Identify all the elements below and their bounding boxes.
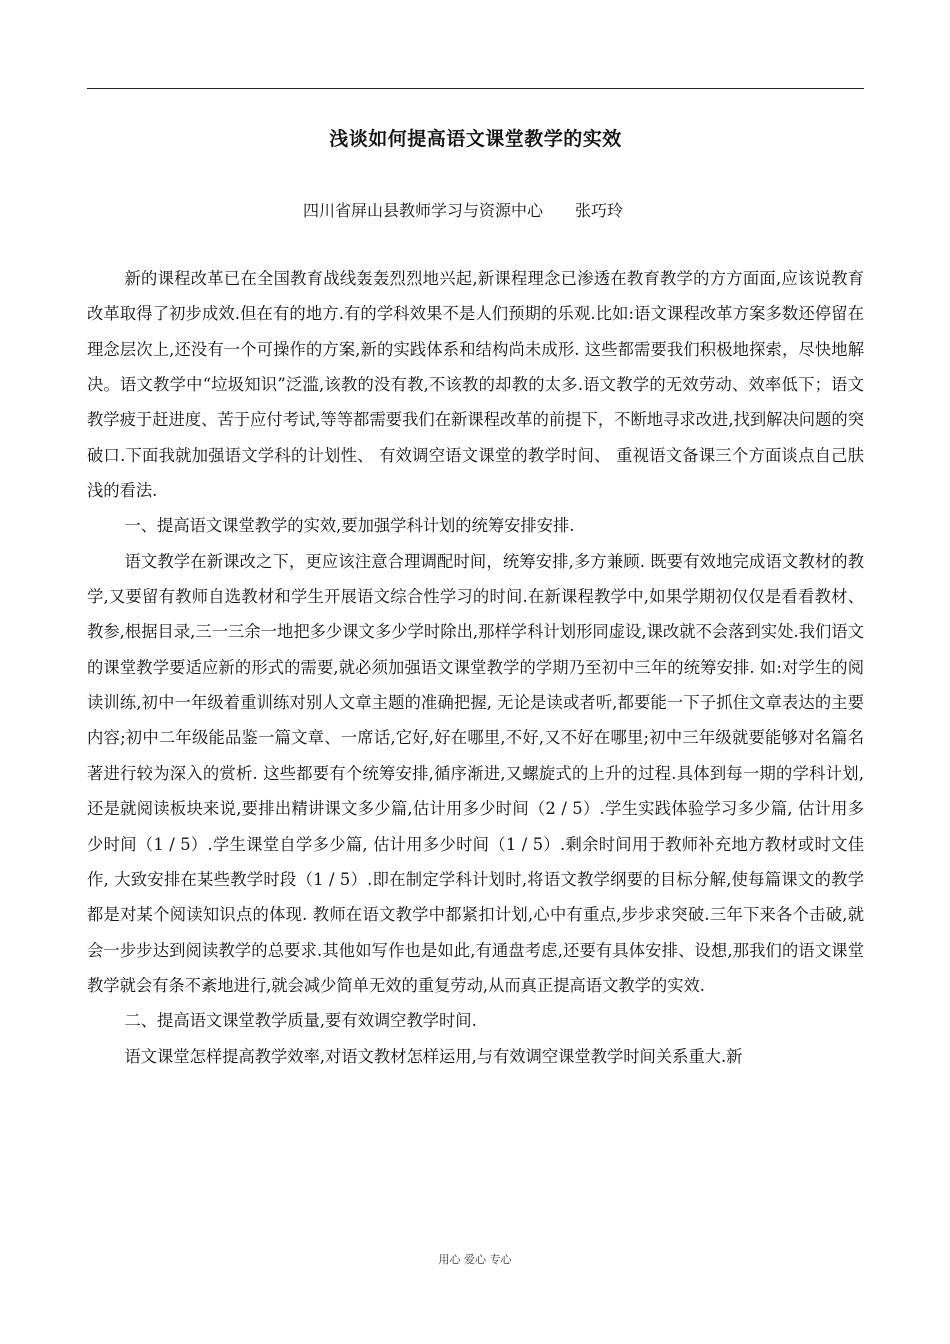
paragraph-section-2: 语文课堂怎样提高教学效率,对语文教材怎样运用,与有效调空课堂教学时间关系重大.新 — [124, 1046, 743, 1066]
header-rule — [87, 88, 864, 89]
author-name: 张巧玲 — [575, 201, 624, 220]
section-heading-1: 一、提高语文课堂教学的实效,要加强学科计划的统筹安排安排. — [124, 516, 575, 536]
paragraph-intro: 新的课程改革已在全国教育战线轰轰烈烈地兴起,新课程理念已渗透在教育教学的方方面面,应该说教育改革取得了初步成效.但在有的地方.有的学科效果不是人们预期的乐观.比如:语文课程改革方案多数还停留在理念层次上,还没有一个可操作的方案,新的实践体系和结构尚未成形. 这些都需要我们积极地探索，尽快地解决。语文教学中“垃圾知识”泛滥,该教的没有教,不该教的却教的太多.语文教学的无效劳动、效率低下；语文教学疲于赶进度、苦于应付考试,等等都需要我们在新课程改革的前提下，不断地寻求改进,找到解决问题的突破口.下面我就加强语文学科的计划性、 有效调空语文课堂的教学时间、 重视语文备课三个方面谈点自己肤浅的看法. — [87, 269, 864, 501]
paragraph-section-1: 语文教学在新课改之下，更应该注意合理调配时间，统筹安排,多方兼顾. 既要有效地完成语文教材的教学,又要留有教师自选教材和学生开展语文综合性学习的时间.在新课程教学中,如果学期初仅仅是看看教材、教参,根据目录,三一三余一地把多少课文多少学时除出,那样学科计划形同虚设,课改就不会落到实处.我们语文的课堂教学要适应新的形式的需要,就必须加强语文课堂教学的学期乃至初中三年的统筹安排. 如:对学生的阅读训练,初中一年级着重训练对别人文章主题的准确把握, 无论是读或者听,都要能一下子抓住文章表达的主要内容;初中二年级能品鉴一篇文章、一席话,它好,好在哪里,不好,又不好在哪里;初中三年级就要能够对名篇名著进行较为深入的赏析. 这些都要有个统筹安排,循序渐进,又螺旋式的上升的过程.具体到每一期的学科计划,还是就阅读板块来说,要排出精讲课文多少篇,估计用多少时间（2 / 5）.学生实践体验学习多少篇, 估计用多少时间（1 / 5）.学生课堂自学多少篇, 估计用多少时间（1 / 5）.剩余时间用于教师补充地方教材或时文佳作, 大致安排在某些教学时段（1 / 5）.即在制定学科计划时,将语文教学纲要的目标分解,使每篇课文的教学都是对某个阅读知识点的体现. 教师在语文教学中都紧扣计划,心中有重点,步步求突破.三年下来各个击破,就会一步步达到阅读教学的总要求.其他如写作也是如此,有通盘考虑,还要有具体安排、设想,那我们的语文课堂教学就会有条不紊地进行,就会减少简单无效的重复劳动,从而真正提高语文教学的实效. — [87, 551, 864, 995]
section-heading-2: 二、提高语文课堂教学质量,要有效调空教学时间. — [124, 1011, 477, 1031]
document-body — [87, 261, 864, 1074]
document-title: 浅谈如何提高语文课堂教学的实效 — [329, 128, 622, 150]
author-line — [303, 198, 623, 221]
page-footer: 用心 爱心 专心 — [438, 1253, 512, 1266]
author-affiliation: 四川省屏山县教师学习与资源中心 — [303, 201, 544, 220]
